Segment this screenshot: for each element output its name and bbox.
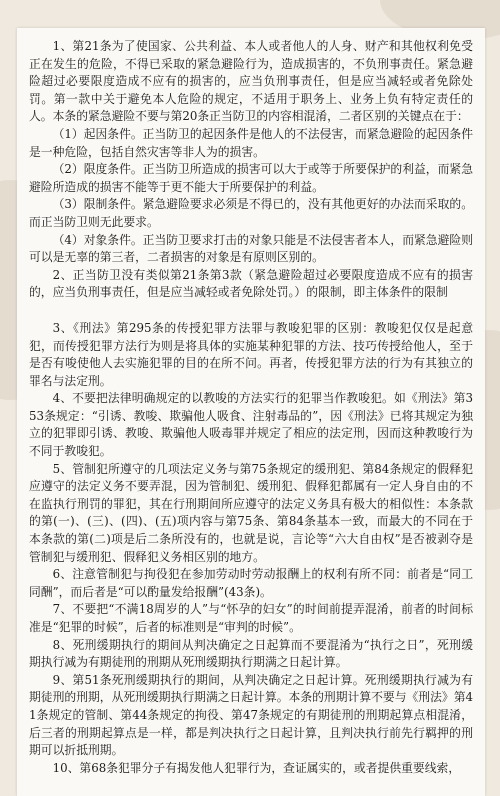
paragraph-8: 8、死刑缓期执行的期间从判决确定之日起算而不要混淆为“执行之日”，死刑缓期执行减为有期徒刑的刑期从死刑缓期执行期满之日起计算。: [29, 637, 473, 670]
document-page: [17, 28, 485, 796]
paragraph-3: 3、《刑法》第295条的传授犯罪方法罪与教唆犯罪的区别：教唆犯仅仅是起意犯，而传授犯罪方法行为则是将具体的实施某种犯罪的方法、技巧传授给他人，至于是否有唆使他人去实施犯罪的目的在所不问。再者，传授犯罪方法的行为有其独立的罪名与法定刑。: [29, 320, 473, 388]
paragraph-4: 4、不要把法律明确规定的以教唆的方法实行的犯罪当作教唆犯。如《刑法》第353条规定：“引诱、教唆、欺骗他人吸食、注射毒品的”，因《刑法》已将其规定为独立的犯罪即引诱、教唆、欺骗他人吸毒罪并规定了相应的法定刑，因而这种教唆行为不同于教唆犯。: [29, 391, 473, 459]
paragraph-10: 10、第68条犯罪分子有揭发他人犯罪行为，查证属实的，或者提供重要线索，: [52, 760, 461, 775]
paragraph-2: 2、正当防卫没有类似第21条第3款（紧急避险超过必要限度造成不应有的损害的，应当负刑事责任，但是应当减轻或者免除处罚。）的限制，即主体条件的限制: [29, 267, 473, 300]
paragraph-5: 5、管制犯所遵守的几项法定义务与第75条规定的缓刑犯、第84条规定的假释犯应遵守的法定义务不要弄混，因为管制犯、缓刑犯、假释犯都属有一定人身自由的不在监执行刑罚的罪犯，其在行刑期间所应遵守的法定义务具有极大的相似性：本条款的第(一)、(三)、(四)、(五)项内容与第75条、第84条基本一致，而最大的不同在于本条款的第(二)项是后二条所没有的，也就是说，言论等“六大自由权”是否被剥夺是管制犯与缓刑犯、假释犯义务相区别的地方。: [29, 461, 473, 564]
paragraph-6: 6、注意管制犯与拘役犯在参加劳动时劳动报酬上的权利有所不同：前者是“同工同酬”，而后者是“可以酌量发给报酬”(43条)。: [29, 567, 473, 599]
paragraph-1-item-4: （4）对象条件。正当防卫要求打击的对象只能是不法侵害者本人，而紧急避险则可以是无辜的第三者，二者损害的对象是有原则区别的。: [29, 232, 473, 265]
paragraph-1-item-3: （3）限制条件。紧急避险要求必须是不得已的，没有其他更好的办法而采取的。而正当防卫则无此要求。: [29, 197, 473, 229]
paragraph-1: 1、第21条为了使国家、公共利益、本人或者他人的人身、财产和其他权利免受正在发生的危险，不得已采取的紧急避险行为，造成损害的，不负刑事责任。紧急避险超过必要限度造成不应有的损害的，应当负刑事责任，但是应当减轻或者免除处罚。第一款中关于避免本人危险的规定，不适用于职务上、业务上负有特定责任的人。本条的紧急避险不要与第20条正当防卫的内容相混淆，二者区别的关键点在于：: [29, 39, 473, 124]
paragraph-7: 7、不要把“不满18周岁的人”与“怀孕的妇女”的时间前提弄混淆，前者的时间标准是“犯罪的时候”，后者的标准则是“审判的时候”。: [29, 602, 473, 634]
paragraph-9: 9、第51条死刑缓期执行的期间，从判决确定之日起计算。死刑缓期执行减为有期徒刑的刑期，从死刑缓期执行期满之日起计算。本条的刑期计算不要与《刑法》第41条规定的管制、第44条规定的拘役、第47条规定的有期徒刑的刑期起算点相混淆，后三者的刑期起算点是一样，都是判决执行之日起计算，且判决执行前先行羁押的刑期可以折抵刑期。: [29, 672, 473, 758]
paragraph-1-item-1: （1）起因条件。正当防卫的起因条件是他人的不法侵害，而紧急避险的起因条件是一种危险，包括自然灾害等非人为的损害。: [29, 126, 473, 159]
paragraph-1-item-2: （2）限度条件。正当防卫所造成的损害可以大于或等于所要保护的利益，而紧急避险所造成的损害不能等于更不能大于所要保护的利益。: [29, 162, 473, 194]
